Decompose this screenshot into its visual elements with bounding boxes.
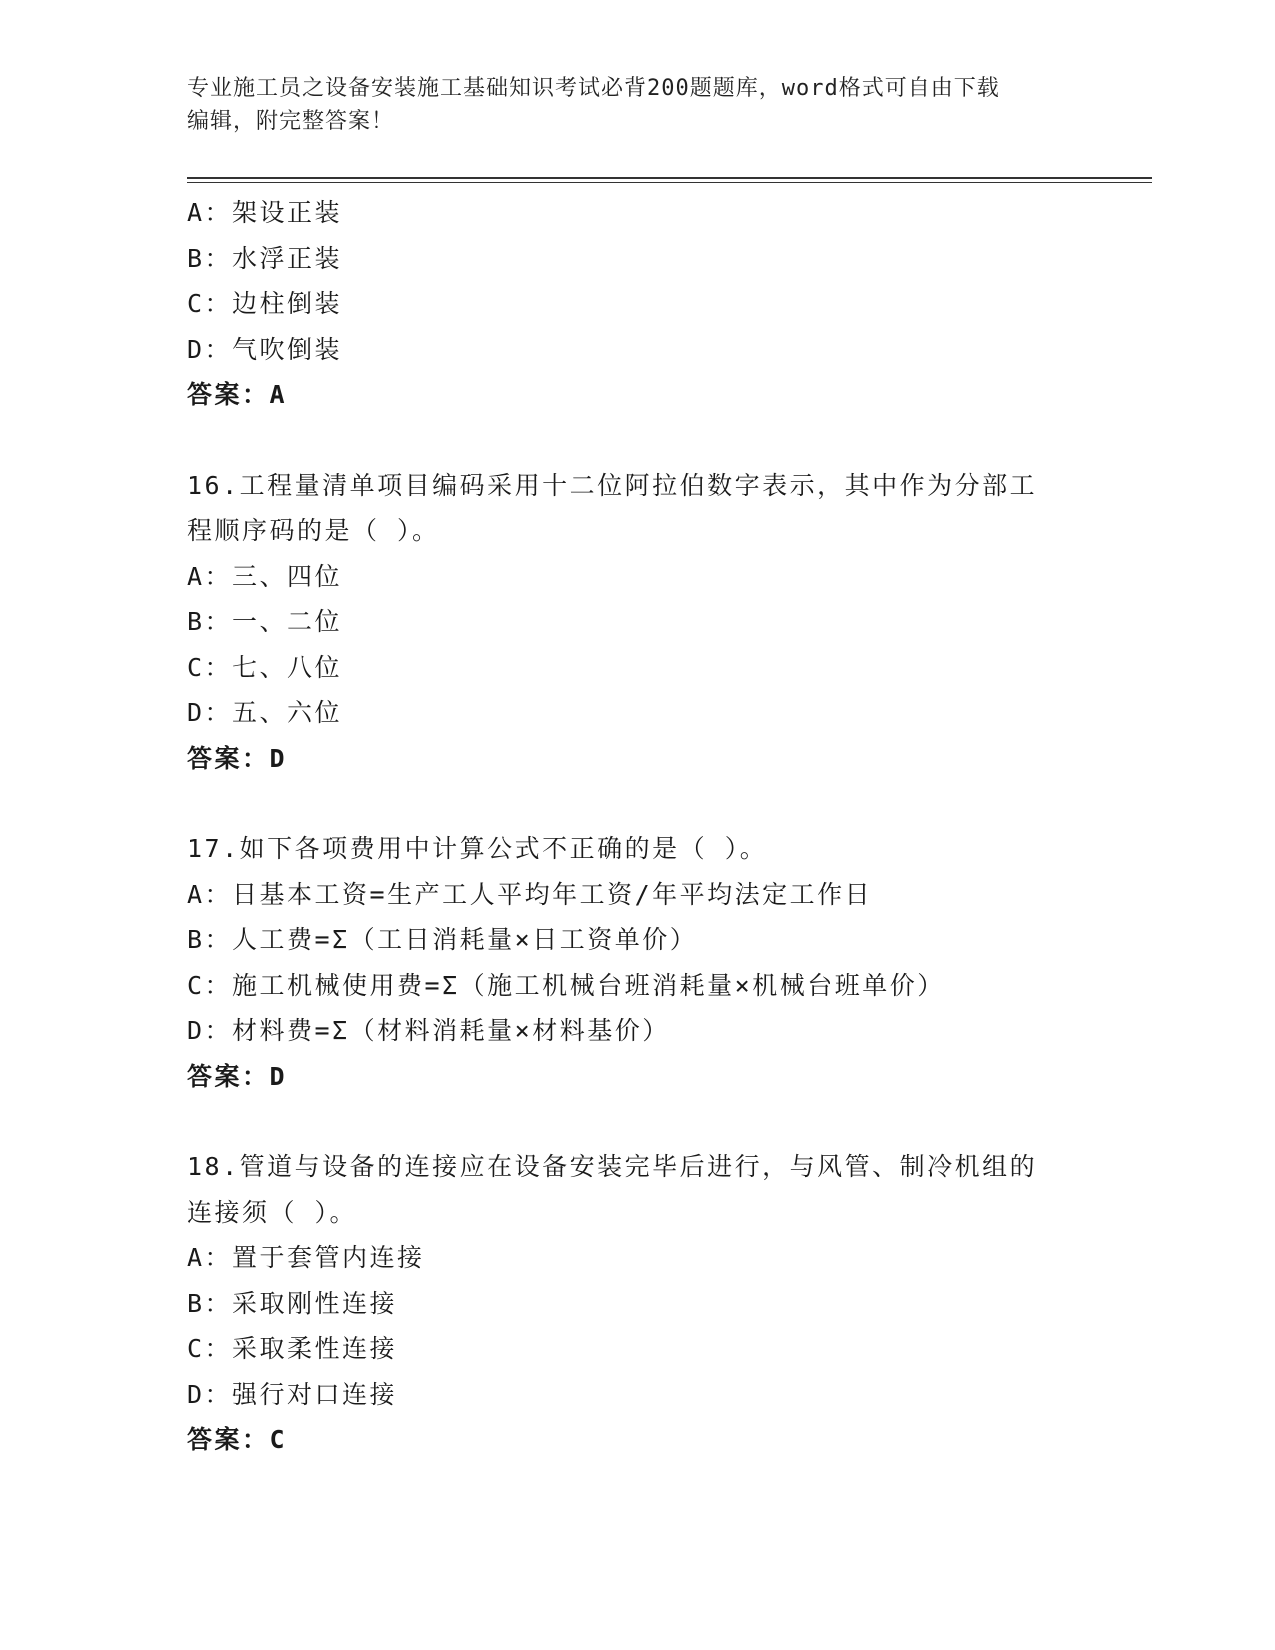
option-d: D：气吹倒装 [187,334,343,364]
question-stem: 17.如下各项费用中计算公式不正确的是（ ）。 [187,834,768,863]
option-a: A：置于套管内连接 [187,1243,425,1272]
option-a: A：三、四位 [187,561,343,591]
spacer [187,781,1087,826]
question-18-block [187,1144,1087,1463]
question-stem-continued: 连接须（ ）。 [187,1197,358,1227]
option-b: B：人工费=Σ（工日消耗量×日工资单价） [187,925,698,954]
option-c: C：七、八位 [187,652,343,682]
header-title-line2: 编辑，附完整答案！ [187,109,395,134]
spacer [187,418,1087,463]
question-17-block [187,826,1087,1099]
question-stem: 16.工程量清单项目编码采用十二位阿拉伯数字表示，其中作为分部工 [187,470,1038,500]
option-a: A：日基本工资=生产工人平均年工资/年平均法定工作日 [187,879,873,909]
option-b: B：水浮正装 [187,243,343,273]
question-15-block [187,190,1087,418]
option-b: B：采取刚性连接 [187,1288,398,1318]
header-title-line1: 专业施工员之设备安装施工基础知识考试必背200题题库，word格式可自由下载 [187,76,1000,101]
question-stem: 18.管道与设备的连接应在设备安装完毕后进行，与风管、制冷机组的 [187,1152,1038,1181]
answer-line: 答案：A [187,380,288,409]
option-d: D：材料费=Σ（材料消耗量×材料基价） [187,1016,670,1045]
option-d: D：五、六位 [187,698,343,727]
answer-line: 答案：C [187,1425,288,1454]
document-header [187,72,1067,138]
option-c: C：采取柔性连接 [187,1334,398,1363]
option-a: A：架设正装 [187,198,343,227]
option-c: C：施工机械使用费=Σ（施工机械台班消耗量×机械台班单价） [187,970,945,1000]
header-divider-thick [187,177,1152,179]
spacer [187,1099,1087,1144]
question-list [187,190,1087,1463]
question-stem-continued: 程顺序码的是（ ）。 [187,516,440,545]
question-16-block [187,463,1087,782]
option-c: C：边柱倒装 [187,289,343,318]
option-d: D：强行对口连接 [187,1379,398,1409]
answer-line: 答案：D [187,743,288,773]
header-divider-thin [187,182,1152,183]
option-b: B：一、二位 [187,607,343,636]
answer-line: 答案：D [187,1061,288,1091]
